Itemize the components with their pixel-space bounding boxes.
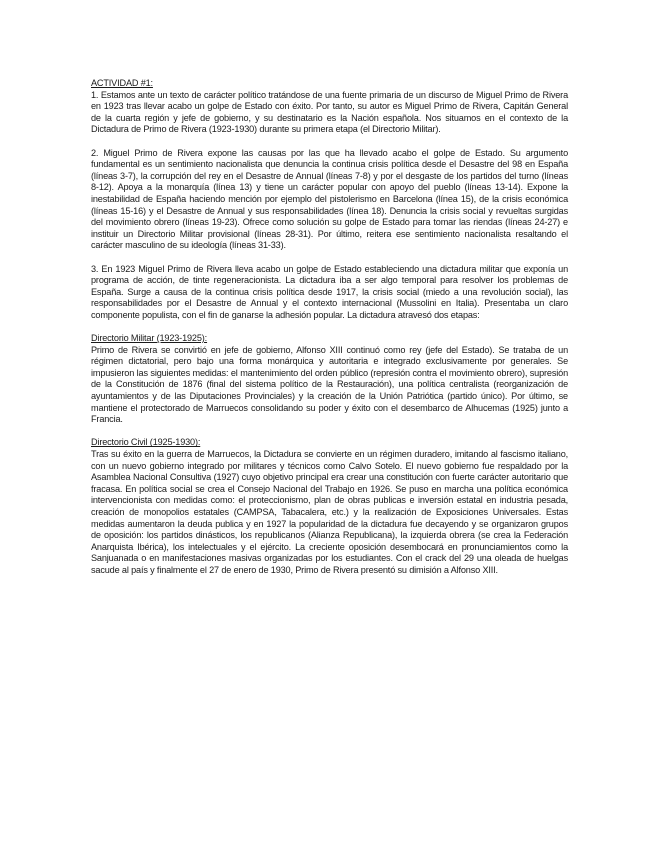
paragraph-3: 3. En 1923 Miguel Primo de Rivera lleva acabo un golpe de Estado estableciendo una dictadura militar que exponía un programa de acción, de tinte regeneracionista. La dictadura iba a ser algo temporal para resolver los problemas de España. Surge a causa de la continua crisis política desde 1917, la crisis social (miedo a una revolución social), las responsabilidades por el Desastre de Annual y el contexto internacional (Mussolini en Italia). Presentaba un claro componente populista, con el fin de ganarse la adhesión popular. La dictadura atravesó dos etapas:	[91, 263, 568, 320]
paragraph-directorio-civil: Tras su éxito en la guerra de Marruecos, la Dictadura se convierte en un régimen duradero, imitando al fascismo italiano, con un nuevo gobierno integrado por militares y técnicos como Calvo Sotelo. El nuevo gobierno fue respaldado por la Asamblea Nacional Consultiva (1927) cuyo objetivo principal era crear una constitución con fuerte carácter autoritario que fracasa. En política social se crea el Consejo Nacional del Trabajo en 1926. Se puso en marcha una política económica intervencionista con medidas como: el proteccionismo, plan de obras publicas e inversión estatal en industria pesada, creación de monopolios estatales (CAMPSA, Tabacalera, etc.) y la realización de Exposiciones Universales. Estas medidas aumentaron la deuda publica y en 1927 la popularidad de la dictadura fue decayendo y se organizaron grupos de oposición: los partidos dinásticos, los republicanos (Alianza Republicana), la izquierda obrera (se crea la Federación Anarquista Ibérica), los intelectuales y el ejército. La creciente oposición desembocará en pronunciamientos como la Sanjuanada o en manifestaciones masivas organizadas por los estudiantes. Con el crack del 29 una oleada de huelgas sacude al país y finalmente el 27 de enero de 1930, Primo de Rivera presentó su dimisión a Alfonso XIII.	[91, 449, 568, 575]
document-body	[91, 78, 568, 577]
paragraph-gap	[91, 136, 568, 148]
paragraph-gap	[91, 426, 568, 438]
paragraph-2: 2. Miguel Primo de Rivera expone las causas por las que ha llevado acabo el golpe de Estado. Su argumento fundamental es un sentimiento nacionalista que denuncia la continua crisis política desde el Desastre del 98 en España (líneas 3-7), la corrupción del rey en el Desastre de Annual (líneas 7-8) y por el desgaste de los partidos del turno (líneas 8-12). Apoya a la monarquía (línea 13) y tiene un carácter popular con apoyo del pueblo (líneas 13-14). Expone la inestabilidad de España haciendo mención por ejemplo del pistolerismo en Barcelona (línea 15), de la crisis económica (líneas 15-16) y el Desastre de Annual y sus responsabilidades (línea 18). Denuncia la crisis social y revueltas surgidas del movimiento obrero (líneas 19-23). Ofrece como solución su golpe de Estado para tomar las riendas (líneas 24-27) e instituir un Directorio Militar provisional (líneas 28-31). Por último, reitera ese sentimiento nacionalista resaltando el carácter masculino de su ideología (líneas 31-33).	[91, 147, 568, 251]
paragraph-directorio-militar: Primo de Rivera se convirtió en jefe de gobierno, Alfonso XIII continuó como rey (jefe del Estado). Se trataba de un régimen dictatorial, pero bajo una forma monárquica y autoritaria e integrado exclusivamente por generales. Se impusieron las siguientes medidas: el mantenimiento del orden público (represión contra el movimiento obrero), supresión de la Constitución de 1876 (final del sistema político de la Restauración), una política centralista (reorganización de ayuntamientos y de las Diputaciones Provinciales) y la creación de la Unión Patriótica (partido único). Por último, se mantiene el protectorado de Marruecos consolidando su poder y éxito con el desembarco de Alhucemas (1925) junto a Francia.	[91, 344, 568, 425]
activity-title: ACTIVIDAD #1:	[91, 78, 153, 88]
paragraph-gap	[91, 321, 568, 333]
paragraph-gap	[91, 252, 568, 264]
heading-directorio-civil: Directorio Civil (1925-1930):	[91, 437, 201, 448]
heading-directorio-militar: Directorio Militar (1923-1925):	[91, 333, 208, 344]
paragraph-1: 1. Estamos ante un texto de carácter político tratándose de una fuente primaria de un discurso de Miguel Primo de Rivera en 1923 tras llevar acabo un golpe de Estado con éxito. Por tanto, su autor es Miguel Primo de Rivera, Capitán General de la cuarta región y jefe de gobierno, y su destinatario es la Nación española. Nos situamos en el contexto de la Dictadura de Primo de Rivera (1923-1930) durante su primera etapa (el Directorio Militar).	[91, 89, 568, 135]
